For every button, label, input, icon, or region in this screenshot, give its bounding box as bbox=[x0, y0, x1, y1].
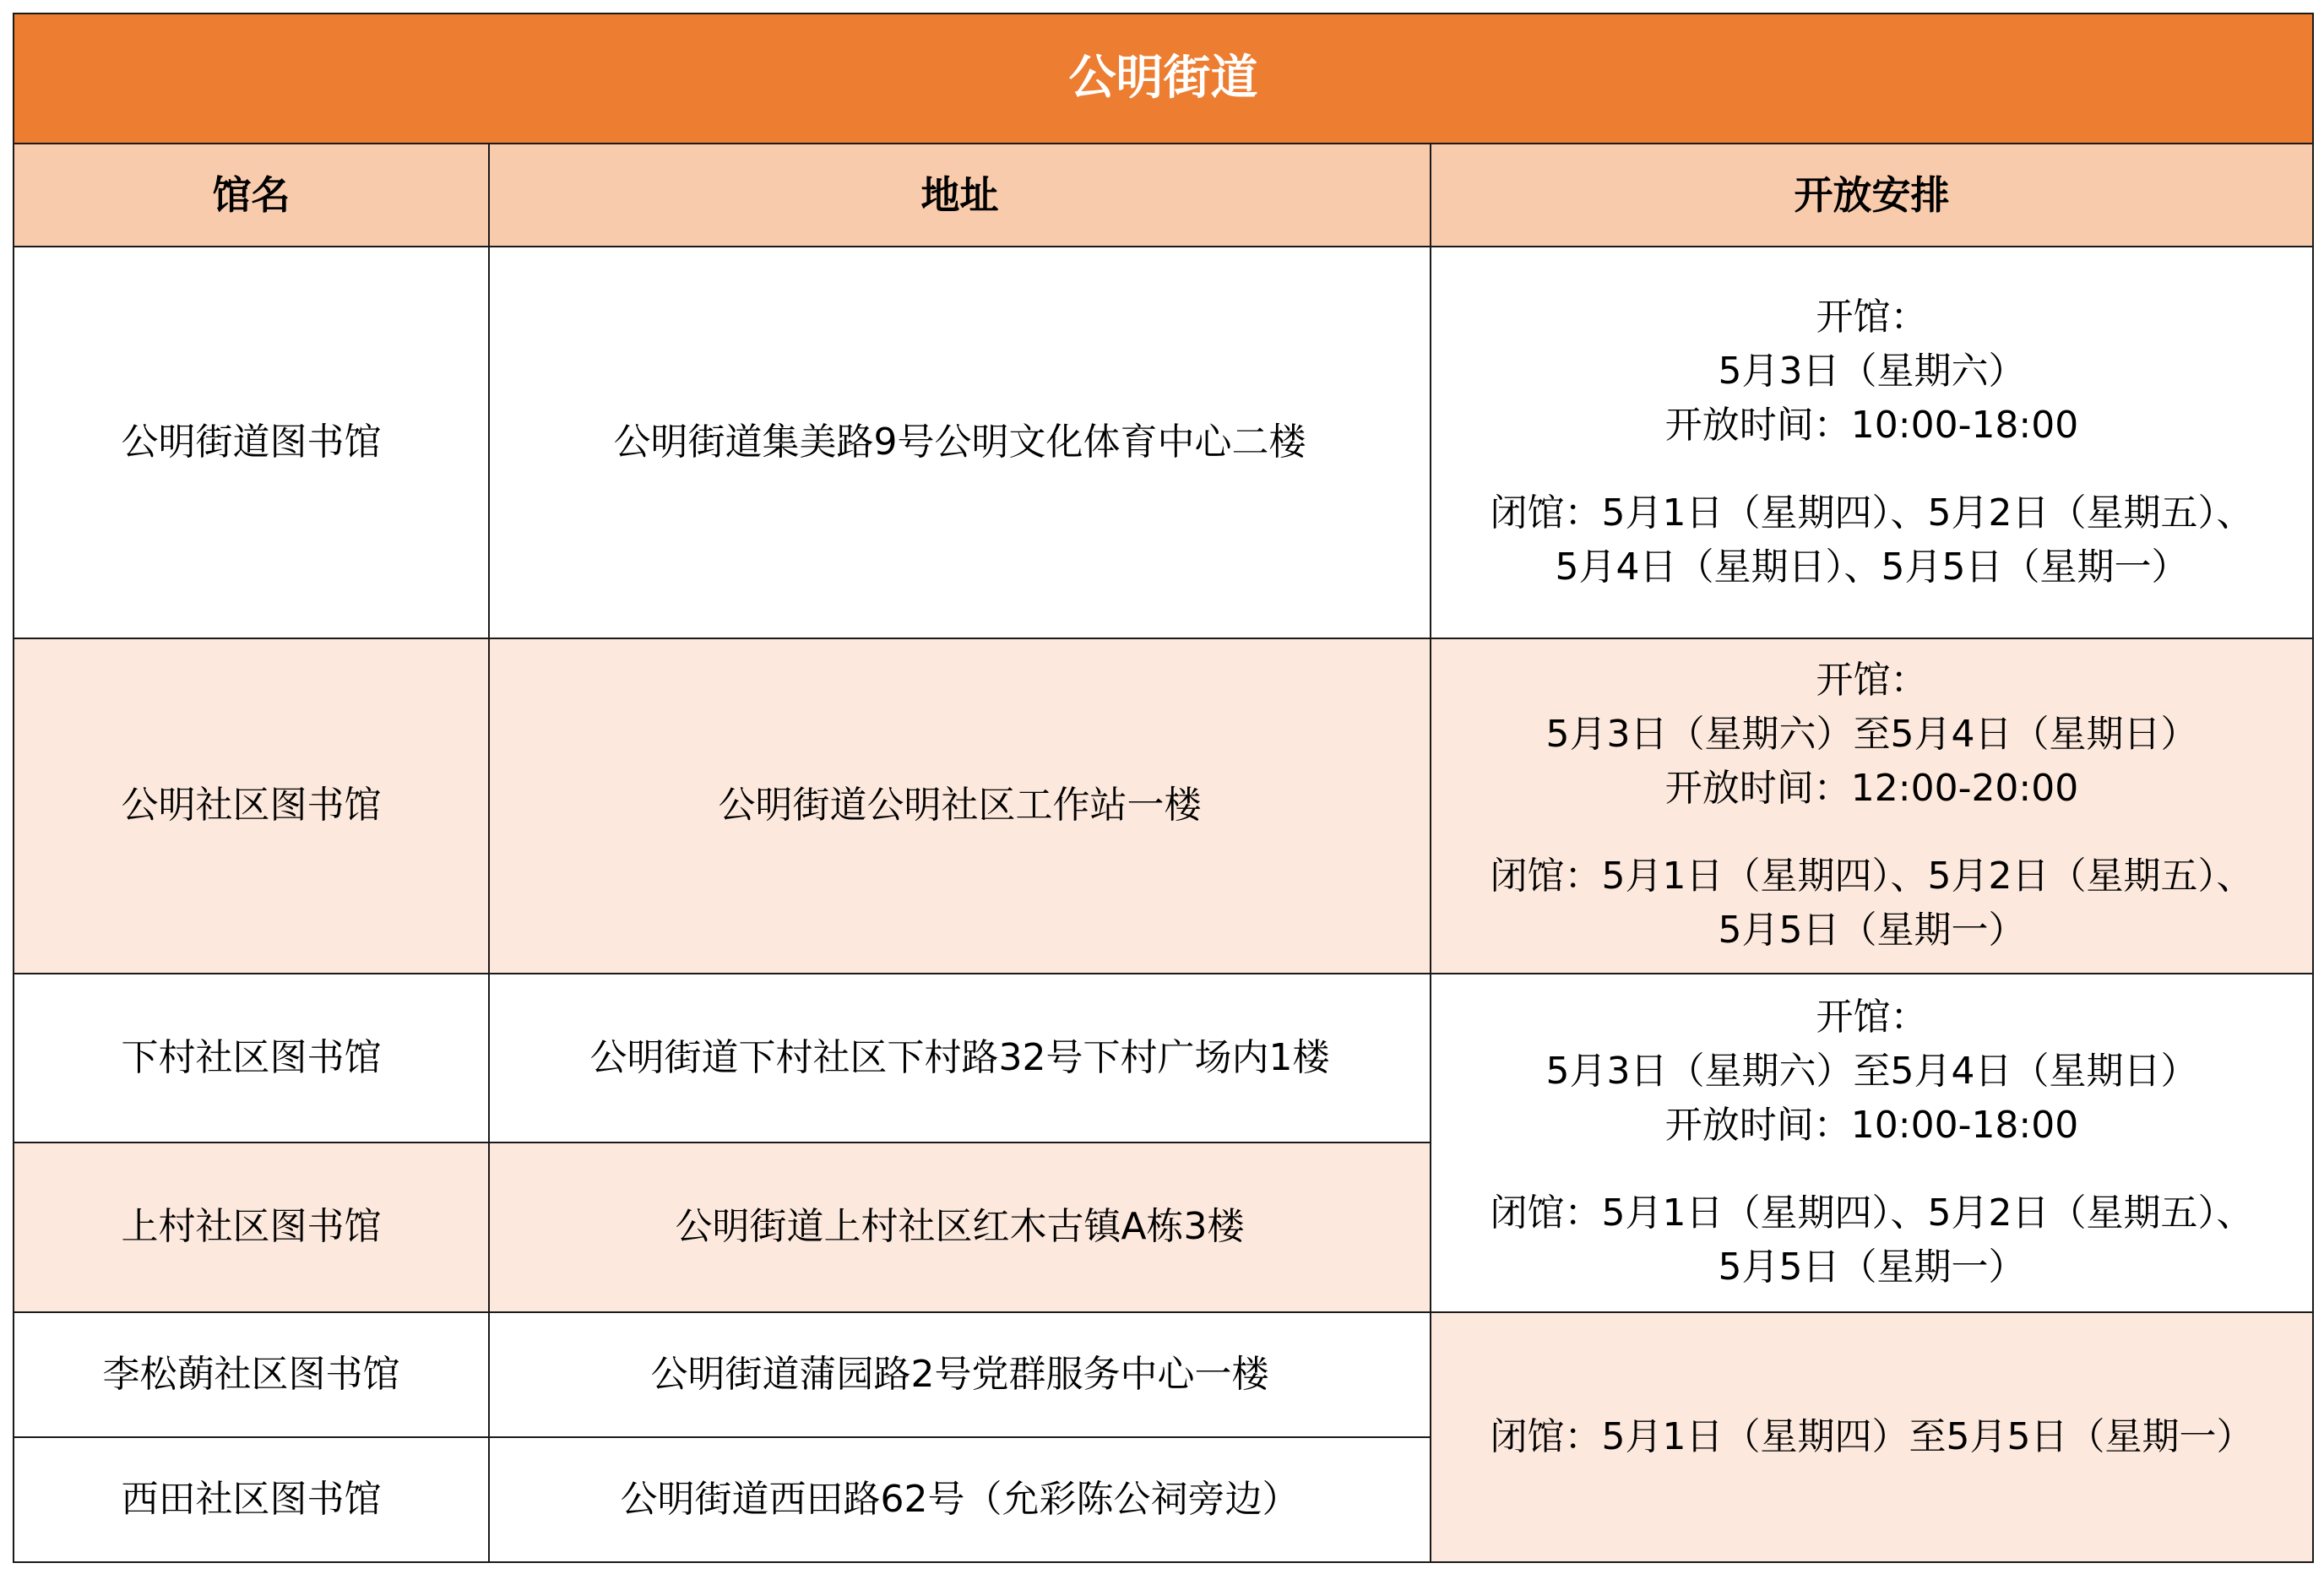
open-label: 开馆： bbox=[1816, 996, 1928, 1039]
open-label: 开馆： bbox=[1816, 659, 1928, 703]
library-address: 公明街道蒲园路2号党群服务中心一楼 bbox=[489, 1312, 1431, 1437]
library-address: 公明街道集美路9号公明文化体育中心二楼 bbox=[489, 247, 1431, 638]
library-name: 公明社区图书馆 bbox=[14, 638, 489, 974]
open-label: 开馆： bbox=[1816, 295, 1928, 339]
open-dates: 5月3日（星期六）至5月4日（星期日） bbox=[1545, 713, 2198, 757]
library-name: 李松蓢社区图书馆 bbox=[14, 1312, 489, 1437]
closed-dates: 闭馆：5月1日（星期四）、5月2日（星期五）、 bbox=[1490, 491, 2254, 535]
schedule-cell bbox=[1431, 1312, 2313, 1562]
open-dates: 5月3日（星期六） bbox=[1718, 349, 2026, 393]
closed-dates-cont: 5月5日（星期一） bbox=[1718, 909, 2026, 953]
column-header-schedule: 开放安排 bbox=[1431, 144, 2313, 247]
library-address: 公明街道上村社区红木古镇A栋3楼 bbox=[489, 1143, 1431, 1311]
open-hours: 开放时间：10:00-18:00 bbox=[1664, 403, 2079, 447]
library-name: 下村社区图书馆 bbox=[14, 974, 489, 1143]
library-name: 上村社区图书馆 bbox=[14, 1143, 489, 1311]
closed-dates-cont: 5月5日（星期一） bbox=[1718, 1246, 2026, 1289]
library-name: 西田社区图书馆 bbox=[14, 1437, 489, 1562]
library-name: 公明街道图书馆 bbox=[14, 247, 489, 638]
table-row bbox=[14, 1312, 2313, 1437]
table-row bbox=[14, 974, 2313, 1143]
schedule-cell bbox=[1431, 247, 2313, 638]
open-hours: 开放时间：12:00-20:00 bbox=[1664, 767, 2079, 811]
table-row bbox=[14, 247, 2313, 638]
closed-dates: 闭馆：5月1日（星期四）、5月2日（星期五）、 bbox=[1490, 855, 2254, 898]
schedule-table bbox=[13, 13, 2314, 1563]
open-hours: 开放时间：10:00-18:00 bbox=[1664, 1104, 2079, 1148]
library-address: 公明街道公明社区工作站一楼 bbox=[489, 638, 1431, 974]
table-title: 公明街道 bbox=[14, 14, 2313, 144]
closed-dates: 闭馆：5月1日（星期四）至5月5日（星期一） bbox=[1490, 1414, 2254, 1458]
closed-dates-cont: 5月4日（星期日）、5月5日（星期一） bbox=[1555, 545, 2189, 589]
open-dates: 5月3日（星期六）至5月4日（星期日） bbox=[1545, 1050, 2198, 1094]
table-row bbox=[14, 638, 2313, 974]
column-header-address: 地址 bbox=[489, 144, 1431, 247]
library-address: 公明街道西田路62号（允彩陈公祠旁边） bbox=[489, 1437, 1431, 1562]
library-address: 公明街道下村社区下村路32号下村广场内1楼 bbox=[489, 974, 1431, 1143]
closed-dates: 闭馆：5月1日（星期四）、5月2日（星期五）、 bbox=[1490, 1191, 2254, 1235]
schedule-cell bbox=[1431, 638, 2313, 974]
schedule-cell bbox=[1431, 974, 2313, 1312]
column-header-name: 馆名 bbox=[14, 144, 489, 247]
